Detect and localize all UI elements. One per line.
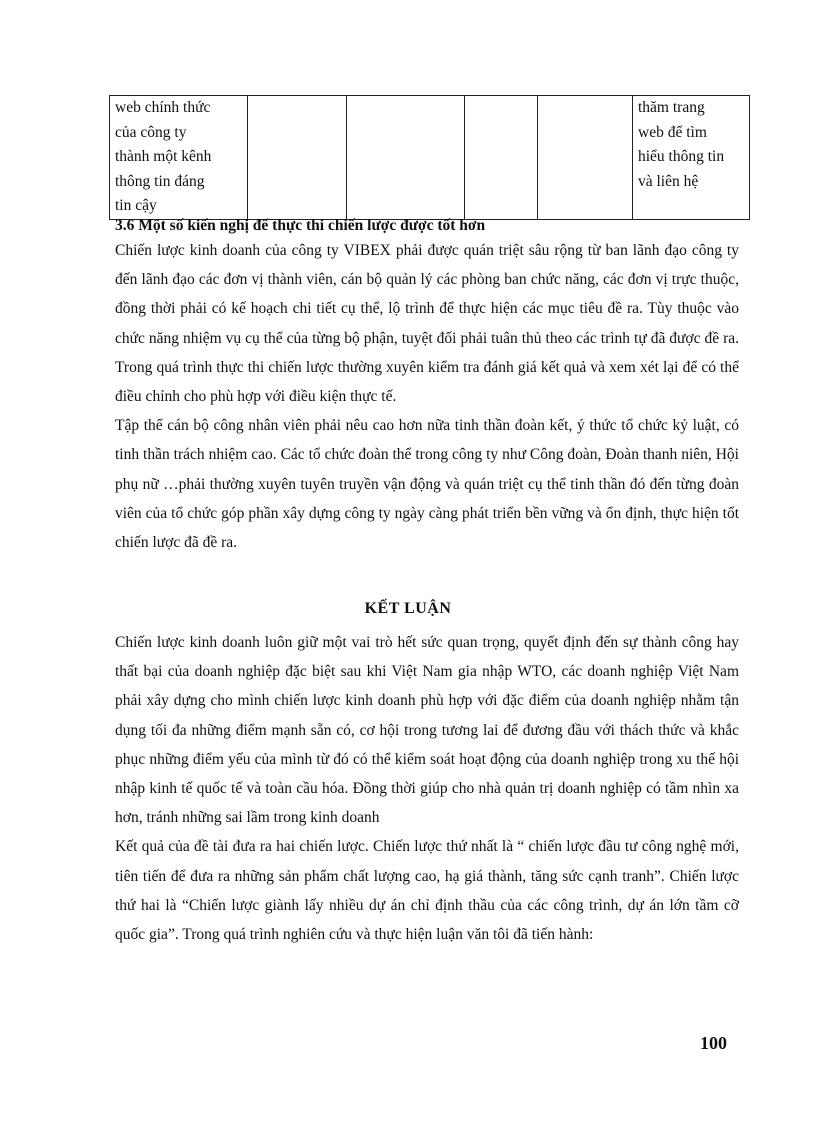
table-cell [465, 96, 538, 220]
table-cell [347, 96, 465, 220]
paragraph: Chiến lược kinh doanh luôn giữ một vai trò hết sức quan trọng, quyết định đến sự thành công hay thất bại của doanh nghiệp đặc biệt sau khi Việt Nam gia nhập WTO, các doanh nghiệp Việt Nam phải xây dựng cho mình chiến lược kinh doanh phù hợp với đặc điểm của doanh nghiệp nhằm tận dụng tối đa những điểm mạnh sẵn có, cơ hội trong tương lai để đương đầu với thách thức và khắc phục những điểm yếu của mình từ đó có thể kiểm soát hoạt động của doanh nghiệp trong xu thế hội nhập kinh tế quốc tế và toàn cầu hóa. Đồng thời giúp cho nhà quản trị doanh nghiệp có tầm nhìn xa hơn, tránh những sai lầm trong kinh doanh [115, 634, 739, 827]
table-cell: web chính thức của công ty thành một kênh thông tin đáng tin cậy [110, 96, 248, 220]
paragraph: Kết quả của đề tài đưa ra hai chiến lược. Chiến lược thứ nhất là “ chiến lược đầu tư công nghệ mới, tiên tiến để đưa ra những sản phẩm chất lượng cao, hạ giá thành, tăng sức cạnh tranh”. Chiến lược thứ hai là “Chiến lược giành lấy nhiều dự án chỉ định thầu của các công trình, dự án lớn tầm cỡ quốc gia”. Trong quá trình nghiên cứu và thực hiện luận văn tôi đã tiến hành: [115, 838, 739, 944]
table-cell [538, 96, 633, 220]
paragraph: Tập thể cán bộ công nhân viên phải nêu cao hơn nữa tinh thần đoàn kết, ý thức tổ chức kỷ luật, có tinh thần trách nhiệm cao. Các tổ chức đoàn thể trong công ty như Công đoàn, Đoàn thanh niên, Hội phụ nữ …phải thường xuyên tuyên truyền vận động và quán triệt cụ thể tinh thần đó đến từng đoàn viên của tổ chức góp phần xây dựng công ty ngày càng phát triển bền vững và ổn định, thực hiện tốt chiến lược đã đề ra. [115, 417, 739, 552]
paragraph: Chiến lược kinh doanh của công ty VIBEX phải được quán triệt sâu rộng từ ban lãnh đạo công ty đến lãnh đạo các đơn vị thành viên, cán bộ quản lý các phòng ban chức năng, các đơn vị trực thuộc, đồng thời phải có kế hoạch chi tiết cụ thể, lộ trình để thực hiện các mục tiêu đề ra. Tùy thuộc vào chức năng nhiệm vụ cụ thể của từng bộ phận, tuyệt đối phải tuân thủ theo các trình tự đã được đề ra. Trong quá trình thực thi chiến lược thường xuyên kiểm tra đánh giá kết quả và xem xét lại để có thể điều chỉnh cho phù hợp với điều kiện thực tế. [115, 242, 739, 406]
continued-table [109, 95, 750, 220]
page-number: 100 [700, 1033, 727, 1053]
conclusion-title: KẾT LUẬN [364, 600, 452, 617]
table-cell [248, 96, 347, 220]
table-cell: thăm trang web để tìm hiểu thông tin và liên hệ [633, 96, 750, 220]
conclusion-body [115, 628, 739, 949]
table-row [110, 96, 750, 220]
section-body [115, 236, 739, 557]
section-heading: 3.6 Một số kiến nghị để thực thi chiến lược được tốt hơn [115, 217, 486, 234]
